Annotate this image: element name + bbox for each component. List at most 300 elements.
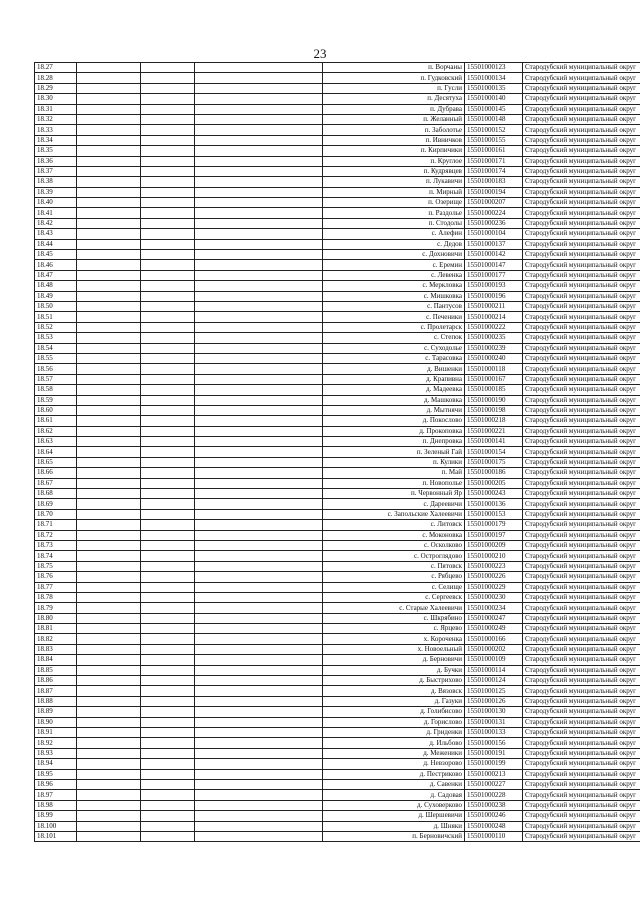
empty-cell bbox=[141, 416, 195, 426]
oktmo-code-cell: 15501000197 bbox=[465, 530, 523, 540]
empty-cell bbox=[77, 728, 141, 738]
empty-cell bbox=[141, 530, 195, 540]
okrug-cell: Стародубский муниципальный округ bbox=[523, 624, 640, 634]
empty-cell bbox=[141, 281, 195, 291]
empty-cell bbox=[77, 738, 141, 748]
okrug-cell: Стародубский муниципальный округ bbox=[523, 104, 640, 114]
okrug-cell: Стародубский муниципальный округ bbox=[523, 260, 640, 270]
settlement-name-cell: д. Садовая bbox=[323, 790, 465, 800]
table-row bbox=[35, 437, 640, 447]
empty-cell bbox=[195, 582, 323, 592]
okrug-cell: Стародубский муниципальный округ bbox=[523, 561, 640, 571]
table-row bbox=[35, 405, 640, 415]
settlement-name-cell: д. Пестриково bbox=[323, 769, 465, 779]
oktmo-code-cell: 15501000166 bbox=[465, 634, 523, 644]
empty-cell bbox=[141, 707, 195, 717]
settlement-name-cell: д. Суховерково bbox=[323, 800, 465, 810]
empty-cell bbox=[77, 385, 141, 395]
settlement-name-cell: п. Днепровка bbox=[323, 437, 465, 447]
table-row bbox=[35, 634, 640, 644]
okrug-cell: Стародубский муниципальный округ bbox=[523, 540, 640, 550]
empty-cell bbox=[195, 291, 323, 301]
row-number-cell: 18.100 bbox=[35, 821, 77, 831]
settlement-name-cell: п. Ивничков bbox=[323, 135, 465, 145]
empty-cell bbox=[195, 416, 323, 426]
table-row bbox=[35, 395, 640, 405]
table-row bbox=[35, 385, 640, 395]
empty-cell bbox=[195, 301, 323, 311]
settlement-name-cell: с. Пролетарск bbox=[323, 322, 465, 332]
empty-cell bbox=[77, 582, 141, 592]
okrug-cell: Стародубский муниципальный округ bbox=[523, 696, 640, 706]
table-row bbox=[35, 364, 640, 374]
oktmo-code-cell: 15501000183 bbox=[465, 177, 523, 187]
settlement-name-cell: с. Селище bbox=[323, 582, 465, 592]
empty-cell bbox=[141, 457, 195, 467]
oktmo-code-cell: 15501000214 bbox=[465, 312, 523, 322]
row-number-cell: 18.94 bbox=[35, 759, 77, 769]
empty-cell bbox=[195, 322, 323, 332]
oktmo-code-cell: 15501000218 bbox=[465, 416, 523, 426]
table-row bbox=[35, 374, 640, 384]
oktmo-code-cell: 15501000230 bbox=[465, 592, 523, 602]
row-number-cell: 18.30 bbox=[35, 94, 77, 104]
settlement-name-cell: п. Зеленый Гай bbox=[323, 447, 465, 457]
oktmo-code-cell: 15501000140 bbox=[465, 94, 523, 104]
table-row bbox=[35, 198, 640, 208]
settlement-name-cell: п. Лукавичи bbox=[323, 177, 465, 187]
table-row bbox=[35, 322, 640, 332]
okrug-cell: Стародубский муниципальный округ bbox=[523, 603, 640, 613]
settlement-name-cell: п. Озерище bbox=[323, 198, 465, 208]
oktmo-code-cell: 15501000142 bbox=[465, 250, 523, 260]
settlement-name-cell: п. Червонный Яр bbox=[323, 489, 465, 499]
okrug-cell: Стародубский муниципальный округ bbox=[523, 717, 640, 727]
empty-cell bbox=[77, 748, 141, 758]
empty-cell bbox=[195, 94, 323, 104]
empty-cell bbox=[77, 696, 141, 706]
table-row bbox=[35, 343, 640, 353]
oktmo-code-cell: 15501000229 bbox=[465, 582, 523, 592]
empty-cell bbox=[77, 187, 141, 197]
oktmo-code-cell: 15501000155 bbox=[465, 135, 523, 145]
empty-cell bbox=[77, 343, 141, 353]
empty-cell bbox=[195, 208, 323, 218]
empty-cell bbox=[77, 104, 141, 114]
row-number-cell: 18.60 bbox=[35, 405, 77, 415]
settlement-name-cell: д. Горислово bbox=[323, 717, 465, 727]
oktmo-code-cell: 15501000186 bbox=[465, 468, 523, 478]
okrug-cell: Стародубский муниципальный округ bbox=[523, 416, 640, 426]
empty-cell bbox=[77, 676, 141, 686]
empty-cell bbox=[195, 613, 323, 623]
settlement-name-cell: п. Мирный bbox=[323, 187, 465, 197]
empty-cell bbox=[195, 405, 323, 415]
okrug-cell: Стародубский муниципальный округ bbox=[523, 520, 640, 530]
empty-cell bbox=[141, 73, 195, 83]
empty-cell bbox=[77, 561, 141, 571]
row-number-cell: 18.43 bbox=[35, 229, 77, 239]
settlement-name-cell: п. Кирпичики bbox=[323, 146, 465, 156]
empty-cell bbox=[141, 800, 195, 810]
table-row bbox=[35, 592, 640, 602]
empty-cell bbox=[141, 728, 195, 738]
okrug-cell: Стародубский муниципальный округ bbox=[523, 343, 640, 353]
okrug-cell: Стародубский муниципальный округ bbox=[523, 166, 640, 176]
empty-cell bbox=[141, 343, 195, 353]
empty-cell bbox=[77, 177, 141, 187]
empty-cell bbox=[195, 655, 323, 665]
settlement-name-cell: п. Гудковский bbox=[323, 73, 465, 83]
empty-cell bbox=[195, 790, 323, 800]
row-number-cell: 18.36 bbox=[35, 156, 77, 166]
empty-cell bbox=[195, 572, 323, 582]
oktmo-code-cell: 15501000148 bbox=[465, 114, 523, 124]
row-number-cell: 18.54 bbox=[35, 343, 77, 353]
empty-cell bbox=[141, 291, 195, 301]
okrug-cell: Стародубский муниципальный округ bbox=[523, 613, 640, 623]
settlement-name-cell: п. Дубрава bbox=[323, 104, 465, 114]
settlement-name-cell: д. Шершевичи bbox=[323, 811, 465, 821]
empty-cell bbox=[195, 260, 323, 270]
row-number-cell: 18.57 bbox=[35, 374, 77, 384]
empty-cell bbox=[195, 644, 323, 654]
table-row bbox=[35, 572, 640, 582]
table-row bbox=[35, 135, 640, 145]
empty-cell bbox=[141, 831, 195, 841]
okrug-cell: Стародубский муниципальный округ bbox=[523, 364, 640, 374]
settlement-name-cell: с. Осколково bbox=[323, 540, 465, 550]
empty-cell bbox=[77, 769, 141, 779]
table-row bbox=[35, 821, 640, 831]
row-number-cell: 18.31 bbox=[35, 104, 77, 114]
okrug-cell: Стародубский муниципальный округ bbox=[523, 738, 640, 748]
oktmo-code-cell: 15501000202 bbox=[465, 644, 523, 654]
table-row bbox=[35, 696, 640, 706]
oktmo-code-cell: 15501000135 bbox=[465, 83, 523, 93]
okrug-cell: Стародубский муниципальный округ bbox=[523, 821, 640, 831]
empty-cell bbox=[195, 281, 323, 291]
okrug-cell: Стародубский муниципальный округ bbox=[523, 177, 640, 187]
table-row bbox=[35, 447, 640, 457]
empty-cell bbox=[77, 374, 141, 384]
table-row bbox=[35, 728, 640, 738]
oktmo-code-cell: 15501000205 bbox=[465, 478, 523, 488]
okrug-cell: Стародубский муниципальный округ bbox=[523, 208, 640, 218]
settlement-name-cell: д. Мадеевка bbox=[323, 385, 465, 395]
oktmo-code-cell: 15501000226 bbox=[465, 572, 523, 582]
empty-cell bbox=[77, 707, 141, 717]
row-number-cell: 18.83 bbox=[35, 644, 77, 654]
table-row bbox=[35, 426, 640, 436]
settlement-name-cell: д. Вишенки bbox=[323, 364, 465, 374]
oktmo-code-cell: 15501000133 bbox=[465, 728, 523, 738]
table-row bbox=[35, 353, 640, 363]
oktmo-code-cell: 15501000213 bbox=[465, 769, 523, 779]
settlement-name-cell: д. Гриденки bbox=[323, 728, 465, 738]
empty-cell bbox=[195, 353, 323, 363]
settlement-name-cell: п. Желанный bbox=[323, 114, 465, 124]
empty-cell bbox=[141, 468, 195, 478]
empty-cell bbox=[195, 156, 323, 166]
oktmo-code-cell: 15501000152 bbox=[465, 125, 523, 135]
okrug-cell: Стародубский муниципальный округ bbox=[523, 509, 640, 519]
empty-cell bbox=[77, 468, 141, 478]
empty-cell bbox=[77, 447, 141, 457]
empty-cell bbox=[141, 146, 195, 156]
empty-cell bbox=[195, 738, 323, 748]
settlement-name-cell: с. Мишковка bbox=[323, 291, 465, 301]
empty-cell bbox=[77, 364, 141, 374]
empty-cell bbox=[141, 447, 195, 457]
empty-cell bbox=[141, 665, 195, 675]
row-number-cell: 18.98 bbox=[35, 800, 77, 810]
empty-cell bbox=[195, 530, 323, 540]
settlement-name-cell: п. Ворчаны bbox=[323, 63, 465, 73]
empty-cell bbox=[77, 146, 141, 156]
empty-cell bbox=[77, 114, 141, 124]
empty-cell bbox=[141, 489, 195, 499]
row-number-cell: 18.50 bbox=[35, 301, 77, 311]
table-row bbox=[35, 146, 640, 156]
empty-cell bbox=[77, 281, 141, 291]
row-number-cell: 18.38 bbox=[35, 177, 77, 187]
settlement-name-cell: п. Кудрявцев bbox=[323, 166, 465, 176]
okrug-cell: Стародубский муниципальный округ bbox=[523, 634, 640, 644]
okrug-cell: Стародубский муниципальный округ bbox=[523, 779, 640, 789]
table-row bbox=[35, 499, 640, 509]
row-number-cell: 18.53 bbox=[35, 333, 77, 343]
empty-cell bbox=[195, 800, 323, 810]
empty-cell bbox=[77, 624, 141, 634]
okrug-cell: Стародубский муниципальный округ bbox=[523, 239, 640, 249]
row-number-cell: 18.91 bbox=[35, 728, 77, 738]
empty-cell bbox=[195, 624, 323, 634]
empty-cell bbox=[77, 509, 141, 519]
empty-cell bbox=[141, 509, 195, 519]
okrug-cell: Стародубский муниципальный округ bbox=[523, 655, 640, 665]
oktmo-code-cell: 15501000141 bbox=[465, 437, 523, 447]
empty-cell bbox=[141, 125, 195, 135]
empty-cell bbox=[195, 364, 323, 374]
empty-cell bbox=[195, 707, 323, 717]
table-row bbox=[35, 644, 640, 654]
okrug-cell: Стародубский муниципальный округ bbox=[523, 374, 640, 384]
settlement-name-cell: х. Короченка bbox=[323, 634, 465, 644]
empty-cell bbox=[141, 250, 195, 260]
empty-cell bbox=[141, 821, 195, 831]
oktmo-code-cell: 15501000153 bbox=[465, 509, 523, 519]
okrug-cell: Стародубский муниципальный округ bbox=[523, 135, 640, 145]
oktmo-code-cell: 15501000238 bbox=[465, 800, 523, 810]
empty-cell bbox=[141, 759, 195, 769]
row-number-cell: 18.69 bbox=[35, 499, 77, 509]
oktmo-code-cell: 15501000234 bbox=[465, 603, 523, 613]
empty-cell bbox=[195, 218, 323, 228]
table-row bbox=[35, 457, 640, 467]
oktmo-code-cell: 15501000109 bbox=[465, 655, 523, 665]
oktmo-code-cell: 15501000145 bbox=[465, 104, 523, 114]
empty-cell bbox=[141, 603, 195, 613]
empty-cell bbox=[77, 821, 141, 831]
empty-cell bbox=[195, 728, 323, 738]
settlement-name-cell: д. Шняки bbox=[323, 821, 465, 831]
oktmo-code-cell: 15501000137 bbox=[465, 239, 523, 249]
settlement-name-cell: п. Стодолы bbox=[323, 218, 465, 228]
okrug-cell: Стародубский муниципальный округ bbox=[523, 489, 640, 499]
empty-cell bbox=[141, 717, 195, 727]
oktmo-code-cell: 15501000223 bbox=[465, 561, 523, 571]
okrug-cell: Стародубский муниципальный округ bbox=[523, 146, 640, 156]
row-number-cell: 18.70 bbox=[35, 509, 77, 519]
oktmo-code-cell: 15501000126 bbox=[465, 696, 523, 706]
row-number-cell: 18.34 bbox=[35, 135, 77, 145]
row-number-cell: 18.46 bbox=[35, 260, 77, 270]
table-row bbox=[35, 676, 640, 686]
settlements-table-body bbox=[35, 63, 640, 842]
row-number-cell: 18.84 bbox=[35, 655, 77, 665]
row-number-cell: 18.39 bbox=[35, 187, 77, 197]
okrug-cell: Стародубский муниципальный округ bbox=[523, 83, 640, 93]
oktmo-code-cell: 15501000104 bbox=[465, 229, 523, 239]
empty-cell bbox=[141, 478, 195, 488]
oktmo-code-cell: 15501000207 bbox=[465, 198, 523, 208]
empty-cell bbox=[141, 395, 195, 405]
empty-cell bbox=[77, 613, 141, 623]
row-number-cell: 18.56 bbox=[35, 364, 77, 374]
okrug-cell: Стародубский муниципальный округ bbox=[523, 218, 640, 228]
empty-cell bbox=[77, 665, 141, 675]
table-row bbox=[35, 187, 640, 197]
empty-cell bbox=[77, 634, 141, 644]
row-number-cell: 18.41 bbox=[35, 208, 77, 218]
empty-cell bbox=[195, 779, 323, 789]
empty-cell bbox=[77, 198, 141, 208]
empty-cell bbox=[141, 540, 195, 550]
oktmo-code-cell: 15501000198 bbox=[465, 405, 523, 415]
oktmo-code-cell: 15501000124 bbox=[465, 676, 523, 686]
oktmo-code-cell: 15501000235 bbox=[465, 333, 523, 343]
row-number-cell: 18.58 bbox=[35, 385, 77, 395]
table-row bbox=[35, 790, 640, 800]
empty-cell bbox=[195, 769, 323, 779]
empty-cell bbox=[195, 748, 323, 758]
okrug-cell: Стародубский муниципальный округ bbox=[523, 94, 640, 104]
oktmo-code-cell: 15501000118 bbox=[465, 364, 523, 374]
table-row bbox=[35, 561, 640, 571]
empty-cell bbox=[195, 676, 323, 686]
settlement-name-cell: с. Меркловка bbox=[323, 281, 465, 291]
empty-cell bbox=[77, 686, 141, 696]
settlement-name-cell: с. Литовск bbox=[323, 520, 465, 530]
row-number-cell: 18.93 bbox=[35, 748, 77, 758]
empty-cell bbox=[195, 603, 323, 613]
table-row bbox=[35, 655, 640, 665]
empty-cell bbox=[195, 540, 323, 550]
oktmo-code-cell: 15501000209 bbox=[465, 540, 523, 550]
oktmo-code-cell: 15501000130 bbox=[465, 707, 523, 717]
oktmo-code-cell: 15501000125 bbox=[465, 686, 523, 696]
empty-cell bbox=[141, 613, 195, 623]
empty-cell bbox=[195, 509, 323, 519]
okrug-cell: Стародубский муниципальный округ bbox=[523, 728, 640, 738]
empty-cell bbox=[195, 343, 323, 353]
okrug-cell: Стародубский муниципальный округ bbox=[523, 478, 640, 488]
oktmo-code-cell: 15501000227 bbox=[465, 779, 523, 789]
table-row bbox=[35, 468, 640, 478]
empty-cell bbox=[195, 83, 323, 93]
table-row bbox=[35, 250, 640, 260]
empty-cell bbox=[141, 218, 195, 228]
okrug-cell: Стародубский муниципальный округ bbox=[523, 831, 640, 841]
empty-cell bbox=[195, 250, 323, 260]
empty-cell bbox=[141, 198, 195, 208]
settlement-name-cell: с. Рябцево bbox=[323, 572, 465, 582]
oktmo-code-cell: 15501000190 bbox=[465, 395, 523, 405]
table-row bbox=[35, 229, 640, 239]
oktmo-code-cell: 15501000246 bbox=[465, 811, 523, 821]
row-number-cell: 18.101 bbox=[35, 831, 77, 841]
oktmo-code-cell: 15501000179 bbox=[465, 520, 523, 530]
empty-cell bbox=[77, 250, 141, 260]
empty-cell bbox=[195, 239, 323, 249]
oktmo-code-cell: 15501000131 bbox=[465, 717, 523, 727]
table-row bbox=[35, 94, 640, 104]
settlement-name-cell: п. Заболотье bbox=[323, 125, 465, 135]
empty-cell bbox=[141, 166, 195, 176]
okrug-cell: Стародубский муниципальный округ bbox=[523, 592, 640, 602]
row-number-cell: 18.27 bbox=[35, 63, 77, 73]
empty-cell bbox=[77, 312, 141, 322]
settlement-name-cell: с. Шкрябино bbox=[323, 613, 465, 623]
empty-cell bbox=[141, 748, 195, 758]
table-row bbox=[35, 73, 640, 83]
empty-cell bbox=[77, 426, 141, 436]
row-number-cell: 18.78 bbox=[35, 592, 77, 602]
okrug-cell: Стародубский муниципальный округ bbox=[523, 426, 640, 436]
settlement-name-cell: п. Гусли bbox=[323, 83, 465, 93]
empty-cell bbox=[77, 125, 141, 135]
empty-cell bbox=[77, 457, 141, 467]
settlement-name-cell: с. Пятовск bbox=[323, 561, 465, 571]
empty-cell bbox=[195, 634, 323, 644]
empty-cell bbox=[77, 779, 141, 789]
row-number-cell: 18.48 bbox=[35, 281, 77, 291]
empty-cell bbox=[141, 655, 195, 665]
okrug-cell: Стародубский муниципальный округ bbox=[523, 572, 640, 582]
oktmo-code-cell: 15501000136 bbox=[465, 499, 523, 509]
row-number-cell: 18.82 bbox=[35, 634, 77, 644]
settlement-name-cell: с. Тарасовка bbox=[323, 353, 465, 363]
empty-cell bbox=[141, 634, 195, 644]
table-row bbox=[35, 800, 640, 810]
empty-cell bbox=[141, 582, 195, 592]
settlement-name-cell: с. Моконовка bbox=[323, 530, 465, 540]
row-number-cell: 18.77 bbox=[35, 582, 77, 592]
okrug-cell: Стародубский муниципальный округ bbox=[523, 312, 640, 322]
empty-cell bbox=[77, 166, 141, 176]
oktmo-code-cell: 15501000240 bbox=[465, 353, 523, 363]
empty-cell bbox=[195, 489, 323, 499]
table-row bbox=[35, 478, 640, 488]
settlement-name-cell: д. Ильбово bbox=[323, 738, 465, 748]
empty-cell bbox=[141, 135, 195, 145]
oktmo-code-cell: 15501000185 bbox=[465, 385, 523, 395]
row-number-cell: 18.71 bbox=[35, 520, 77, 530]
empty-cell bbox=[141, 260, 195, 270]
settlement-name-cell: п. Десятуха bbox=[323, 94, 465, 104]
empty-cell bbox=[195, 437, 323, 447]
